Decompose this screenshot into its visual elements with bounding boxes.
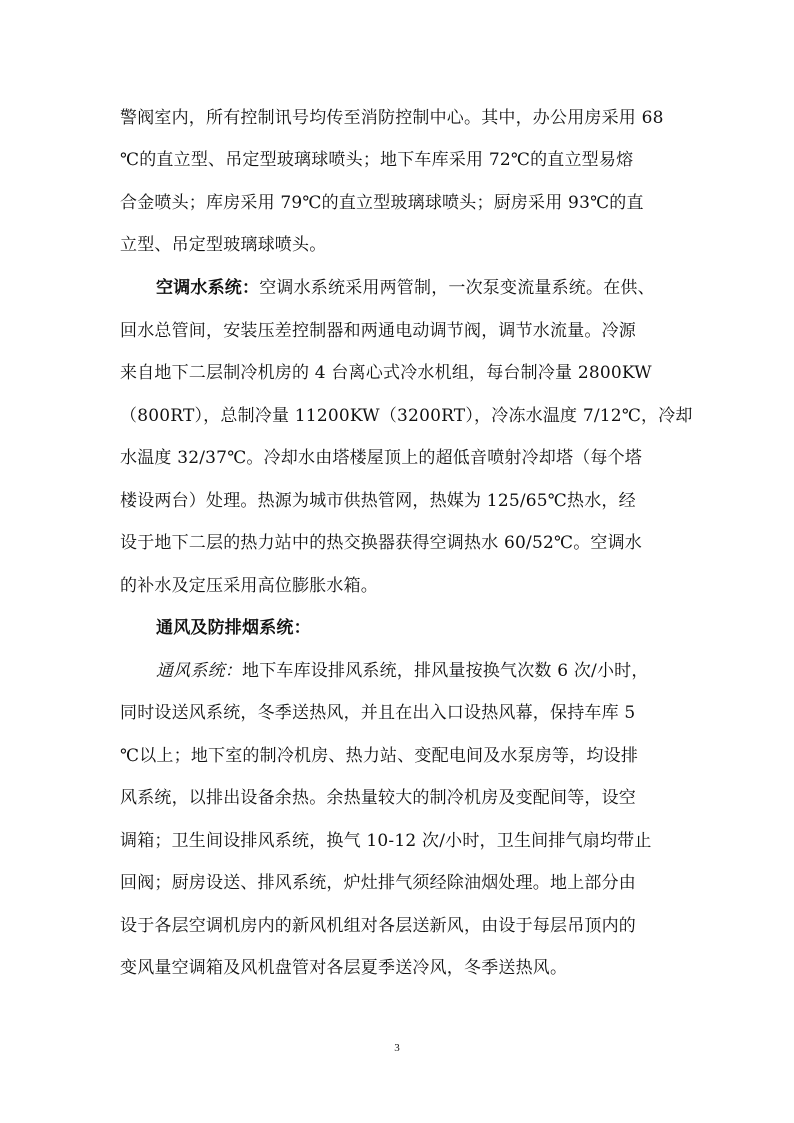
paragraph-line: （800RT），总制冷量 11200KW（3200RT），冷冻水温度 7/12℃，冷却: [120, 406, 693, 426]
paragraph-line: 立型、吊定型玻璃球喷头。: [120, 235, 327, 255]
paragraph-line: 警阀室内，所有控制讯号均传至消防控制中心。其中，办公用房采用 68: [120, 108, 664, 128]
paragraph-line: 同时设送风系统，冬季送热风，并且在出入口设热风幕，保持车库 5: [120, 703, 636, 723]
paragraph-line: ℃的直立型、吊定型玻璃球喷头；地下车库采用 72℃的直立型易熔: [120, 150, 634, 170]
paragraph-line: 来自地下二层制冷机房的 4 台离心式冷水机组，每台制冷量 2800KW: [120, 363, 652, 383]
section-heading-ac-water: 空调水系统：: [156, 278, 260, 298]
page-number: 3: [394, 1042, 400, 1054]
section-heading-ventilation: 通风及防排烟系统：: [156, 618, 311, 638]
paragraph-line: 的补水及定压采用高位膨胀水箱。: [120, 576, 378, 596]
sub-heading-ventilation-system: 通风系统：: [156, 661, 242, 681]
paragraph-line: 风系统，以排出设备余热。余热量较大的制冷机房及变配间等，设空: [120, 788, 636, 808]
paragraph-line: 水温度 32/37℃。冷却水由塔楼屋顶上的超低音喷射冷却塔（每个塔: [120, 448, 643, 468]
paragraph-line: 变风量空调箱及风机盘管对各层夏季送冷风，冬季送热风。: [120, 958, 568, 978]
paragraph-first-line: [156, 274, 655, 302]
paragraph-text: 空调水系统采用两管制，一次泵变流量系统。在供、: [259, 278, 655, 298]
paragraph-line: 调箱；卫生间设排风系统，换气 10-12 次/小时，卫生间排气扇均带止: [120, 831, 652, 851]
paragraph-line: 设于各层空调机房内的新风机组对各层送新风，由设于每层吊顶内的: [120, 916, 636, 936]
paragraph-text: 地下车库设排风系统，排风量按换气次数 6 次/小时，: [242, 661, 649, 681]
paragraph-line: ℃以上；地下室的制冷机房、热力站、变配电间及水泵房等，均设排: [120, 746, 639, 766]
paragraph-line: 设于地下二层的热力站中的热交换器获得空调热水 60/52℃。空调水: [120, 533, 643, 553]
paragraph-line: 回水总管间，安装压差控制器和两通电动调节阀，调节水流量。冷源: [120, 321, 636, 341]
paragraph-line: 回阀；厨房设送、排风系统，炉灶排气须经除油烟处理。地上部分由: [120, 873, 636, 893]
paragraph-line: 合金喷头；库房采用 79℃的直立型玻璃球喷头；厨房采用 93℃的直: [120, 193, 644, 213]
paragraph-line: 楼设两台）处理。热源为城市供热管网，热媒为 125/65℃热水，经: [120, 491, 636, 511]
paragraph-first-line: [156, 657, 649, 685]
